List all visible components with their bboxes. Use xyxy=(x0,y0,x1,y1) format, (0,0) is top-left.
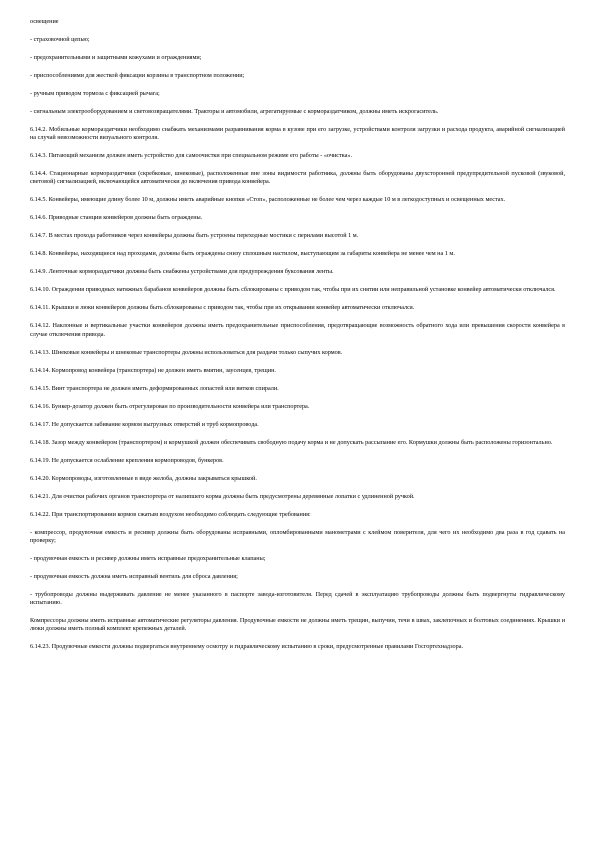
document-paragraph: 6.14.20. Кормопроводы, изготовленные в виде желоба, должны закрываться крышкой. xyxy=(30,474,257,482)
document-paragraph: 6.14.8. Конвейеры, находящиеся над проходами, должны быть ограждены снизу сплошным настилом, выступающим за габариты конвейера не менее чем на 1 м. xyxy=(30,250,455,258)
document-body xyxy=(30,18,565,651)
document-paragraph: 6.14.4. Стационарные кормораздатчики (скребковые, шнековые), расположенные вне зоны видимости работника, должны быть оборудованы двухсторонней предупредительной пусковой (звуковой, световой) сигнализацией, включающейся автоматически до включения привода конвейера. xyxy=(30,170,565,186)
document-paragraph: 6.14.17. Не допускается забивание кормом выгрузных отверстий и труб кормопровода. xyxy=(30,420,259,428)
document-paragraph: - трубопроводы должны выдерживать давление не менее указанного в паспорте завода-изготовителя. Перед сдачей в эксплуатацию трубопроводы должны быть подвергнуты гидравлическому испытанию. xyxy=(30,590,565,607)
document-paragraph: 6.14.14. Кормопровод конвейера (транспортера) не должен иметь вмятин, заусенцев, трещин. xyxy=(30,366,276,374)
document-paragraph: - продувочная емкость и ресивер должны иметь исправные предохранительные клапаны; xyxy=(30,554,266,562)
document-paragraph: 6.14.9. Ленточные кормораздатчики должны быть снабжены устройствами для предупреждения буксования ленты. xyxy=(30,268,334,276)
document-paragraph: - страховочной цепью; xyxy=(30,36,90,43)
document-paragraph: - предохранительными и защитными кожухами и ограждениями; xyxy=(30,54,202,61)
document-paragraph: 6.14.23. Продувочные емкости должны подвергаться внутреннему осмотру и гидравлическому испытанию в сроки, предусмотренные правилами Госгортехнадзора. xyxy=(30,643,464,651)
document-paragraph: 6.14.7. В местах прохода работников через конвейеры должны быть устроены переходные мостики с перилами высотой 1 м. xyxy=(30,232,359,240)
document-paragraph: 6.14.6. Приводные станции конвейеров должны быть ограждены. xyxy=(30,214,203,222)
document-paragraph: - сигнальным электрооборудованием и световозвращателями. Тракторы и автомобили, агрегатируемые с кормораздатчиком, должны иметь искрогаситель. xyxy=(30,108,439,115)
document-paragraph: 6.14.19. Не допускается ослабление крепления кормопроводов, бункеров. xyxy=(30,456,224,464)
document-paragraph: 6.14.5. Конвейеры, имеющие длину более 10 м, должны иметь аварийные кнопки «Стоп», расположенные не более чем через каждые 10 м в легкодоступных и освещенных местах. xyxy=(30,196,506,204)
document-paragraph: 6.14.3. Питающий механизм должен иметь устройство для самоочистки при специальном режиме его работы - «очистка». xyxy=(30,152,353,160)
document-paragraph: - компрессор, продувочная емкость и ресивер должны быть оборудованы исправными, опломбированными манометрами с клеймом поверителя, для чего их необходимо два раза в год сдавать на проверку; xyxy=(30,528,565,544)
document-paragraph: 6.14.13. Шнековые конвейеры и шнековые транспортеры должны использоваться для раздачи только сыпучих кормов. xyxy=(30,348,343,356)
document-paragraph: Компрессоры должны иметь исправные автоматические регуляторы давления. Продувочные емкости не должны иметь трещин, выпучин, течи в швах, заклепочных и болтовых соединениях. Крышки и люки должны иметь полный комплект крепежных деталей. xyxy=(30,617,565,633)
document-paragraph: 6.14.2. Мобильные кормораздатчики необходимо снабжать механизмами разравнивания корма в кузове при его загрузке, устройствами контроля загрузки и расхода продукта, аварийной сигнализацией на случай невозможности визуального контроля. xyxy=(30,126,565,142)
document-paragraph: 6.14.22. При транспортировании кормов сжатым воздухом необходимо соблюдать следующие требования: xyxy=(30,510,311,518)
document-paragraph: - приспособлениями для жесткой фиксации корзины в транспортном положении; xyxy=(30,72,245,79)
document-paragraph: 6.14.18. Зазор между конвейером (транспортером) и кормушкой должен обеспечивать свободную подачу корма и не допускать рассыпание его. Кормушки должны быть расположены горизонтально. xyxy=(30,438,553,446)
document-paragraph: 6.14.12. Наклонные и вертикальные участки конвейеров должны иметь предохранительные приспособления, предотвращающие возможность обратного хода или превышения скорости конвейера в случае отключения привода. xyxy=(30,322,565,338)
document-paragraph: 6.14.21. Для очистки рабочих органов транспортера от налипшего корма должны быть предусмотрены деревянные лопатки с удлиненной ручкой. xyxy=(30,492,415,500)
document-paragraph: 6.14.10. Ограждения приводных натяжных барабанов конвейеров должны быть сблокированы с приводом так, чтобы при их снятии или неправильной установке конвейер автоматически отключался. xyxy=(30,286,556,294)
document-paragraph: 6.14.11. Крышки и люки конвейеров должны быть сблокированы с приводом так, чтобы при их открывании конвейер автоматически отключался. xyxy=(30,304,415,312)
document-paragraph: - ручным приводом тормоза с фиксацией рычага; xyxy=(30,90,160,97)
document-paragraph: - продувочная емкость должна иметь исправный вентиль для сброса давления; xyxy=(30,572,238,580)
document-paragraph: 6.14.16. Бункер-дозатор должен быть отрегулирован по производительности конвейера или транспортера. xyxy=(30,402,310,410)
document-paragraph: 6.14.15. Винт транспортера не должен иметь деформированных лопастей или витков спирали. xyxy=(30,384,279,392)
document-paragraph: освещение xyxy=(30,18,59,25)
